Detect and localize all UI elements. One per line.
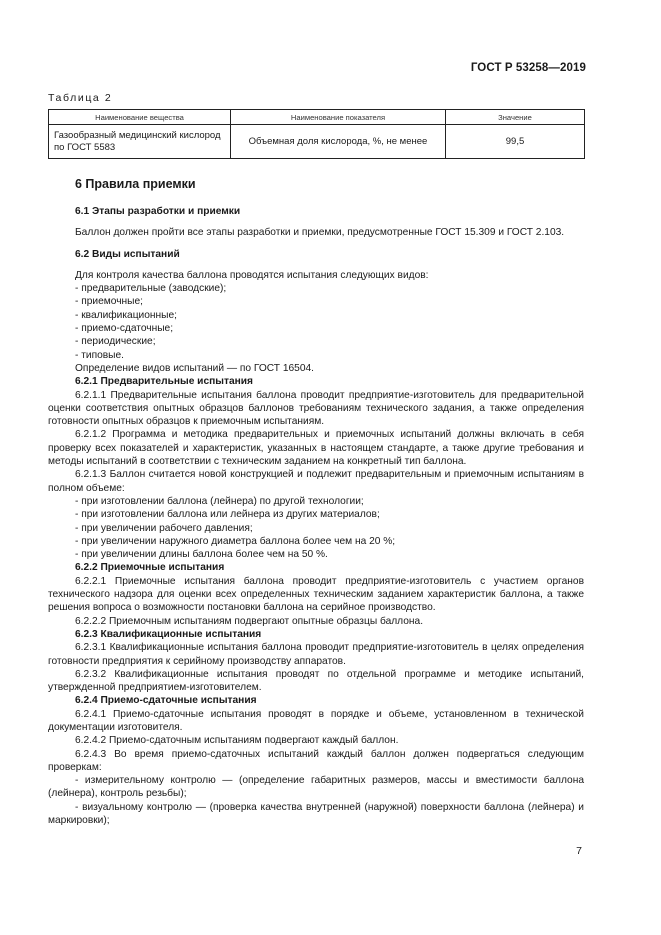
paragraph: - измерительному контролю — (определение габаритных размеров, массы и вместимости баллона (лейнера), контроль резьбы); [48, 775, 584, 800]
paragraph: Баллон должен пройти все этапы разработки и приемки, предусмотренные ГОСТ 15.309 и ГОСТ 2.103. [75, 227, 565, 239]
paragraph: 6.2.2.2 Приемочным испытаниям подвергают опытные образцы баллона. [75, 615, 424, 627]
subsection-heading: 6.2 Виды испытаний [75, 248, 180, 260]
list-item: - при увеличении рабочего давления; [75, 522, 253, 534]
subsection-heading: 6.2.2 Приемочные испытания [75, 562, 225, 574]
column-header: Значение [446, 110, 585, 125]
paragraph: 6.2.1.1 Предварительные испытания баллона проводит предприятие-изготовитель для предварительной оценки соответствия опытных образцов баллонов требованиям технического задания, а также определения готовности опытных образцов к приемочным испытаниям. [48, 389, 584, 428]
paragraph: 6.2.3.2 Квалификационные испытания проводят по отдельной программе и методике испытаний, утвержденной предприятием-изготовителем. [48, 668, 584, 694]
list-item: - при увеличении наружного диаметра баллона более чем на 20 %; [75, 535, 396, 547]
paragraph: 6.2.1.2 Программа и методика предварительных и приемочных испытаний должны включать в себя проверку всех показателей и характеристик, указанных в настоящем стандарте, а также другие требования и методы испытаний в соответствии с техническим заданием на конкретный тип баллона. [48, 429, 584, 468]
list-item: - при увеличении длины баллона более чем на 50 %. [75, 549, 328, 561]
paragraph: 6.2.4.1 Приемо-сдаточные испытания проводят в порядке и объеме, установленном в технической документации изготовителя. [48, 708, 584, 733]
table-2 [48, 109, 585, 159]
list-item: - приемо-сдаточные; [75, 323, 174, 335]
table-cell: Газообразный медицинский кислород по ГОСТ 5583 [49, 125, 231, 159]
list-item: - предварительные (заводские); [75, 283, 227, 295]
section-body [48, 197, 584, 827]
table-cell: Объемная доля кислорода, %, не менее [231, 125, 446, 159]
paragraph: Для контроля качества баллона проводятся испытания следующих видов: [75, 269, 429, 281]
list-item: - типовые. [75, 349, 124, 361]
column-header: Наименование показателя [231, 110, 446, 125]
list-item: - периодические; [75, 336, 156, 348]
paragraph: - визуальному контролю — (проверка качества внутренней (наружной) поверхности баллона (лейнера) и маркировки); [48, 801, 584, 827]
subsection-heading: 6.2.4 Приемо-сдаточные испытания [75, 695, 257, 707]
table-header-row [49, 110, 585, 125]
table-title: Таблица 2 [48, 92, 113, 104]
table-cell: 99,5 [446, 125, 585, 159]
section-title: 6 Правила приемки [75, 177, 196, 191]
list-item: - приемочные; [75, 296, 143, 308]
paragraph: 6.2.4.2 Приемо-сдаточным испытаниям подвергают каждый баллон. [75, 735, 399, 747]
subsection-heading: 6.1 Этапы разработки и приемки [75, 206, 241, 217]
paragraph: Определение видов испытаний — по ГОСТ 16504. [75, 362, 315, 374]
column-header: Наименование вещества [49, 110, 231, 125]
list-item: - при изготовлении баллона или лейнера из других материалов; [75, 509, 380, 521]
paragraph: 6.2.3.1 Квалификационные испытания баллона проводит предприятие-изготовитель в целях определения готовности предприятия к серийному производству аппаратов. [48, 642, 584, 667]
subsection-heading: 6.2.3 Квалификационные испытания [75, 628, 262, 640]
paragraph: 6.2.4.3 Во время приемо-сдаточных испытаний каждый баллон должен подвергаться следующим проверкам: [48, 748, 584, 773]
subsection-heading: 6.2.1 Предварительные испытания [75, 376, 253, 388]
list-item: - квалификационные; [75, 309, 177, 321]
table-row [49, 125, 585, 159]
standard-code: ГОСТ Р 53258—2019 [470, 62, 586, 74]
paragraph: 6.2.2.1 Приемочные испытания баллона проводит предприятие-изготовитель с участием органов технического надзора для оценки всех определенных техническим заданием характеристик баллона, а также решения вопроса о возможности постановки баллона на серийное производство. [48, 575, 584, 614]
paragraph: 6.2.1.3 Баллон считается новой конструкцией и подлежит предварительным и приемочным испытаниям в полном объеме: [48, 469, 584, 494]
page-number: 7 [576, 845, 582, 857]
list-item: - при изготовлении баллона (лейнера) по другой технологии; [75, 495, 364, 507]
